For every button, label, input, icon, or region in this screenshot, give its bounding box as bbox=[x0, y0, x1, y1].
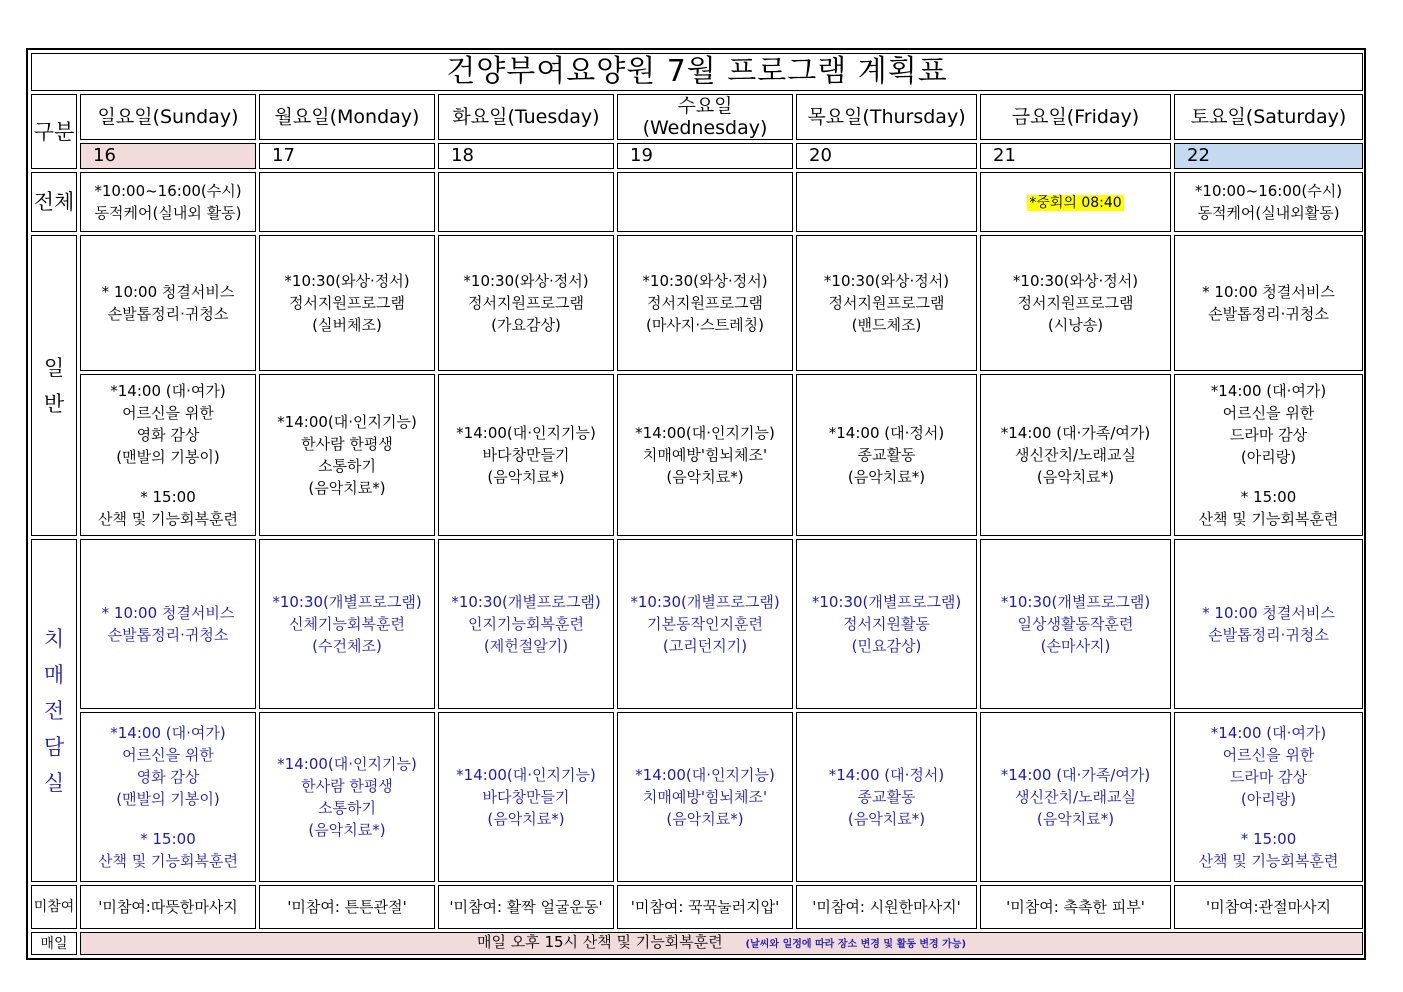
side-char: 일 bbox=[43, 355, 65, 380]
cell-line: 한사람 한평생 bbox=[301, 777, 393, 795]
section-all-label: 전체 bbox=[31, 172, 77, 232]
nonpart-cell: '미참여: 튼튼관절' bbox=[259, 885, 435, 929]
cell-line: 치매예방'힘뇌체조' bbox=[642, 446, 768, 464]
cell-line: 정서지원프로그램 bbox=[468, 294, 584, 312]
cell-line: 생신잔치/노래교실 bbox=[1015, 788, 1136, 806]
day-name-monday: 월요일(Monday) bbox=[259, 94, 435, 140]
dementia-pm-cell bbox=[259, 712, 435, 882]
nonpart-cell: '미참여: 꾹꾹눌러지압' bbox=[617, 885, 793, 929]
all-cell bbox=[80, 172, 256, 232]
general-am-cell bbox=[617, 235, 793, 371]
cell-line: 어르신을 위한 bbox=[122, 746, 214, 764]
program-schedule-sheet bbox=[26, 48, 1366, 960]
cell-line: *10:30(개별프로그램) bbox=[630, 593, 780, 611]
side-char: 실 bbox=[43, 770, 65, 795]
cell-line: *14:00 (대·여가) bbox=[110, 382, 226, 400]
day-name-friday: 금요일(Friday) bbox=[980, 94, 1171, 140]
cell-line: *10:30(와상·정서) bbox=[463, 272, 589, 290]
cell-line: (실버체조) bbox=[312, 316, 382, 334]
cell-line: 어르신을 위한 bbox=[1222, 404, 1315, 422]
cell-line: * 10:00 청결서비스 bbox=[1202, 604, 1335, 622]
cell-line: *10:00~16:00(수시) bbox=[1194, 182, 1343, 200]
section-dementia-label bbox=[31, 539, 77, 882]
cell-line: 산책 및 기능회복훈련 bbox=[98, 510, 238, 528]
cell-line: 산책 및 기능회복훈련 bbox=[98, 852, 238, 870]
cell-line: (맨발의 기봉이) bbox=[116, 790, 220, 808]
cell-line: (밴드체조) bbox=[851, 316, 922, 334]
cell-line: (민요감상) bbox=[851, 637, 922, 655]
day-date-monday: 17 bbox=[259, 143, 435, 169]
header-label: 구분 bbox=[31, 94, 77, 169]
cell-line: 산책 및 기능회복훈련 bbox=[1198, 852, 1339, 870]
day-date-tuesday: 18 bbox=[438, 143, 614, 169]
cell-line: 드라마 감상 bbox=[1229, 426, 1308, 444]
general-am-cell bbox=[438, 235, 614, 371]
day-name-saturday: 토요일(Saturday) bbox=[1174, 94, 1363, 140]
cell-line: (음악치료*) bbox=[487, 810, 565, 828]
cell-line: (마사지·스트레칭) bbox=[646, 316, 764, 334]
cell-line: (아리랑) bbox=[1240, 790, 1297, 808]
all-cell bbox=[796, 172, 977, 232]
cell-line: (고리던지기) bbox=[662, 637, 748, 655]
cell-line: (맨발의 기봉이) bbox=[116, 448, 220, 466]
cell-line: (음악치료*) bbox=[847, 810, 926, 828]
cell-line: 정서지원프로그램 bbox=[647, 294, 763, 312]
cell-line: *10:30(와상·정서) bbox=[642, 272, 768, 290]
dementia-pm-cell bbox=[980, 712, 1171, 882]
all-cell bbox=[1174, 172, 1363, 232]
dementia-am-cell bbox=[259, 539, 435, 709]
cell-line: *14:00(대·인지기능) bbox=[635, 424, 775, 442]
side-char: 반 bbox=[43, 391, 65, 416]
cell-line: 어르신을 위한 bbox=[1222, 746, 1315, 764]
dementia-pm-row bbox=[31, 712, 1363, 882]
cell-line: (음악치료*) bbox=[666, 468, 744, 486]
dementia-pm-cell bbox=[80, 712, 256, 882]
cell-line: 종교활동 bbox=[857, 446, 916, 464]
dementia-pm-cell bbox=[796, 712, 977, 882]
general-am-cell bbox=[1174, 235, 1363, 371]
dementia-am-cell bbox=[80, 539, 256, 709]
day-header-row bbox=[31, 94, 1363, 140]
general-am-cell bbox=[259, 235, 435, 371]
day-name-tuesday: 화요일(Tuesday) bbox=[438, 94, 614, 140]
cell-line: 손발톱정리·귀청소 bbox=[1208, 305, 1329, 323]
dementia-am-cell bbox=[980, 539, 1171, 709]
cell-line: 영화 감상 bbox=[136, 426, 200, 444]
cell-line: *14:00(대·인지기능) bbox=[456, 424, 596, 442]
general-pm-cell bbox=[259, 374, 435, 536]
cell-line: *14:00 (대·가족/여가) bbox=[1000, 766, 1151, 784]
day-name-thursday: 목요일(Thursday) bbox=[796, 94, 977, 140]
cell-line: 정서지원프로그램 bbox=[289, 294, 405, 312]
cell-line: (음악치료*) bbox=[847, 468, 926, 486]
cell-line: 신체기능회복훈련 bbox=[289, 615, 405, 633]
cell-line: (음악치료*) bbox=[1036, 468, 1115, 486]
side-char: 전 bbox=[43, 698, 65, 723]
cell-line: *10:30(와상·정서) bbox=[1012, 272, 1139, 290]
section-general-label bbox=[31, 235, 77, 536]
cell-line: *14:00 (대·여가) bbox=[1210, 382, 1327, 400]
cell-line: 한사람 한평생 bbox=[301, 435, 393, 453]
cell-line: 드라마 감상 bbox=[1229, 768, 1308, 786]
dementia-am-cell bbox=[438, 539, 614, 709]
cell-line: 기본동작인지훈련 bbox=[647, 615, 763, 633]
day-date-row bbox=[31, 143, 1363, 169]
general-am-cell bbox=[80, 235, 256, 371]
cell-line: *10:30(와상·정서) bbox=[823, 272, 950, 290]
cell-line: (음악치료*) bbox=[308, 479, 386, 497]
section-nonpart-label: 미참여 bbox=[31, 885, 77, 929]
all-cell bbox=[259, 172, 435, 232]
general-am-row bbox=[31, 235, 1363, 371]
cell-line: *10:30(개별프로그램) bbox=[811, 593, 962, 611]
cell-line: 동적케어(실내외 활동) bbox=[94, 204, 242, 222]
cell-line: 바다창만들기 bbox=[482, 446, 570, 464]
cell-line: 바다창만들기 bbox=[482, 788, 570, 806]
dementia-am-row bbox=[31, 539, 1363, 709]
cell-line: *14:00 (대·정서) bbox=[828, 766, 945, 784]
dementia-pm-cell bbox=[438, 712, 614, 882]
cell-line: *10:30(개별프로그램) bbox=[1000, 593, 1151, 611]
dementia-am-cell bbox=[617, 539, 793, 709]
cell-line: 소통하기 bbox=[318, 799, 376, 817]
nonpart-cell: '미참여: 촉촉한 피부' bbox=[980, 885, 1171, 929]
nonpart-cell: '미참여:따뜻한마사지 bbox=[80, 885, 256, 929]
cell-line: *14:00 (대·가족/여가) bbox=[1000, 424, 1151, 442]
general-am-cell bbox=[980, 235, 1171, 371]
day-name-sunday: 일요일(Sunday) bbox=[80, 94, 256, 140]
general-pm-row bbox=[31, 374, 1363, 536]
cell-line: 영화 감상 bbox=[136, 768, 200, 786]
cell-line: * 10:00 청결서비스 bbox=[101, 604, 235, 622]
cell-line: 종교활동 bbox=[857, 788, 916, 806]
page-title: 건양부여요양원 7월 프로그램 계획표 bbox=[31, 53, 1363, 91]
daily-note: (날씨와 일정에 따라 장소 변경 및 활동 변경 가능) bbox=[745, 939, 967, 950]
cell-line: (제헌절알기) bbox=[483, 637, 569, 655]
general-pm-cell bbox=[1174, 374, 1363, 536]
cell-line: 생신잔치/노래교실 bbox=[1015, 446, 1136, 464]
cell-line: *14:00 (대·정서) bbox=[828, 424, 945, 442]
cell-line: (시낭송) bbox=[1047, 316, 1104, 334]
cell-line: (아리랑) bbox=[1240, 448, 1297, 466]
daily-cell bbox=[80, 932, 1363, 955]
cell-line: (음악치료*) bbox=[487, 468, 565, 486]
cell-line: 동적케어(실내외활동) bbox=[1197, 204, 1340, 222]
day-date-saturday: 22 bbox=[1174, 143, 1363, 169]
all-cell bbox=[617, 172, 793, 232]
cell-line: 산책 및 기능회복훈련 bbox=[1198, 510, 1339, 528]
dementia-am-cell bbox=[1174, 539, 1363, 709]
cell-line: * 15:00 bbox=[140, 830, 196, 848]
cell-line: 소통하기 bbox=[318, 457, 376, 475]
cell-line: 일상생활동작훈련 bbox=[1017, 615, 1134, 633]
schedule-table bbox=[28, 50, 1366, 958]
cell-line: 정서지원프로그램 bbox=[828, 294, 945, 312]
nonpart-cell: '미참여: 시원한마사지' bbox=[796, 885, 977, 929]
cell-line: 정서지원프로그램 bbox=[1017, 294, 1134, 312]
general-am-cell bbox=[796, 235, 977, 371]
cell-line: * 15:00 bbox=[1240, 830, 1297, 848]
cell-line: *14:00 (대·여가) bbox=[110, 724, 226, 742]
cell-line: *14:00(대·인지기능) bbox=[277, 755, 417, 773]
day-date-sunday: 16 bbox=[80, 143, 256, 169]
cell-line: * 15:00 bbox=[1240, 488, 1297, 506]
side-char: 치 bbox=[43, 626, 65, 651]
cell-line: *10:30(개별프로그램) bbox=[272, 593, 422, 611]
cell-line: 어르신을 위한 bbox=[122, 404, 214, 422]
side-char: 매 bbox=[43, 662, 65, 687]
general-pm-cell bbox=[80, 374, 256, 536]
cell-line: 치매예방'힘뇌체조' bbox=[642, 788, 768, 806]
general-pm-cell bbox=[438, 374, 614, 536]
cell-line: *10:30(와상·정서) bbox=[284, 272, 410, 290]
cell-line: * 10:00 청결서비스 bbox=[101, 283, 235, 301]
cell-line: * 15:00 bbox=[140, 488, 196, 506]
all-cell bbox=[438, 172, 614, 232]
all-cell bbox=[980, 172, 1171, 232]
side-char: 담 bbox=[43, 734, 65, 759]
cell-line: *14:00(대·인지기능) bbox=[456, 766, 596, 784]
cell-line: (손마사지) bbox=[1040, 637, 1111, 655]
cell-line: * 10:00 청결서비스 bbox=[1202, 283, 1335, 301]
cell-line: (음악치료*) bbox=[1036, 810, 1115, 828]
daily-text: 매일 오후 15시 산책 및 기능회복훈련 bbox=[476, 933, 723, 951]
all-row bbox=[31, 172, 1363, 232]
day-date-friday: 21 bbox=[980, 143, 1171, 169]
cell-line: *10:00~16:00(수시) bbox=[94, 182, 242, 200]
day-name-wednesday: 수요일(Wednesday) bbox=[617, 94, 793, 140]
nonpart-cell: '미참여:관절마사지 bbox=[1174, 885, 1363, 929]
cell-line: 인지기능회복훈련 bbox=[468, 615, 584, 633]
cell-line: 손발톱정리·귀청소 bbox=[1208, 626, 1329, 644]
cell-line: 손발톱정리·귀청소 bbox=[107, 305, 229, 323]
nonpart-cell: '미참여: 활짝 얼굴운동' bbox=[438, 885, 614, 929]
cell-line: (음악치료*) bbox=[666, 810, 744, 828]
day-date-thursday: 20 bbox=[796, 143, 977, 169]
meeting-highlight: *중회의 08:40 bbox=[1029, 194, 1122, 211]
cell-line: (가요감상) bbox=[491, 316, 561, 334]
cell-line: *10:30(개별프로그램) bbox=[451, 593, 601, 611]
day-date-wednesday: 19 bbox=[617, 143, 793, 169]
cell-line: (수건체조) bbox=[312, 637, 382, 655]
cell-line: *14:00(대·인지기능) bbox=[277, 413, 417, 431]
dementia-pm-cell bbox=[1174, 712, 1363, 882]
cell-line: *14:00(대·인지기능) bbox=[635, 766, 775, 784]
cell-line: 손발톱정리·귀청소 bbox=[107, 626, 229, 644]
nonpart-row bbox=[31, 885, 1363, 929]
cell-line: 정서지원활동 bbox=[843, 615, 930, 633]
dementia-pm-cell bbox=[617, 712, 793, 882]
general-pm-cell bbox=[980, 374, 1171, 536]
general-pm-cell bbox=[617, 374, 793, 536]
general-pm-cell bbox=[796, 374, 977, 536]
section-daily-label: 매일 bbox=[31, 932, 77, 955]
dementia-am-cell bbox=[796, 539, 977, 709]
cell-line: *14:00 (대·여가) bbox=[1210, 724, 1327, 742]
cell-line: (음악치료*) bbox=[308, 821, 386, 839]
daily-row bbox=[31, 932, 1363, 955]
